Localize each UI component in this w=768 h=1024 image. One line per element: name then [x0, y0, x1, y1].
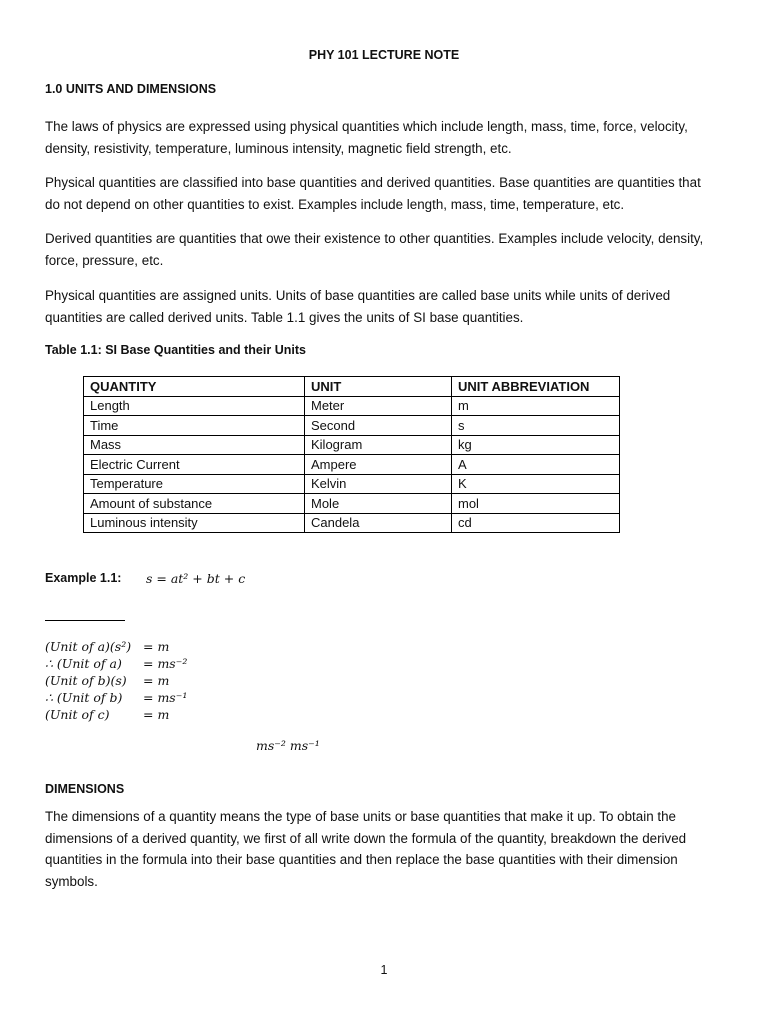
- section-heading-units: 1.0 UNITS AND DIMENSIONS: [45, 82, 217, 96]
- table-row: [84, 474, 620, 494]
- table-cell: mol: [452, 494, 620, 514]
- page-title: PHY 101 LECTURE NOTE: [308, 48, 460, 62]
- table-cell: Length: [84, 396, 305, 416]
- table-cell: cd: [452, 513, 620, 533]
- table-row: [84, 396, 620, 416]
- equation-step: [45, 673, 169, 688]
- table-cell: Electric Current: [84, 455, 305, 475]
- table-cell: m: [452, 396, 620, 416]
- equation-rhs: = m: [143, 673, 170, 688]
- table-cell: Amount of substance: [84, 494, 305, 514]
- equation-rhs: = m: [143, 639, 170, 654]
- equation-lhs: ∴ (Unit of b): [45, 690, 123, 705]
- column-header-quantity: QUANTITY: [84, 377, 305, 397]
- table-header-row: [84, 377, 620, 397]
- table-cell: Mole: [305, 494, 452, 514]
- example-result: ms⁻² ms⁻¹: [256, 738, 320, 753]
- si-units-table: [83, 376, 620, 533]
- table-cell: A: [452, 455, 620, 475]
- equation-lhs: (Unit of b)(s): [45, 673, 127, 688]
- table-cell: Ampere: [305, 455, 452, 475]
- table-cell: s: [452, 416, 620, 436]
- column-header-unit: UNIT: [305, 377, 452, 397]
- table-row: [84, 494, 620, 514]
- equation-rhs: = m: [143, 707, 170, 722]
- equation-lhs: ∴ (Unit of a): [45, 656, 122, 671]
- paragraph-laws: The laws of physics are expressed using physical quantities which include length, mass, time, force, velocity, density, resistivity, temperature, luminous intensity, magnetic field strength, etc.: [45, 119, 688, 156]
- equation-rhs: = ms⁻²: [143, 656, 188, 671]
- page-number: 1: [380, 963, 388, 977]
- table-cell: K: [452, 474, 620, 494]
- equation-lhs: (Unit of c): [45, 707, 110, 722]
- paragraph-derived: Derived quantities are quantities that owe their existence to other quantities. Examples include velocity, density, force, pressure, etc.: [45, 231, 704, 268]
- table-row: [84, 513, 620, 533]
- table-cell: Luminous intensity: [84, 513, 305, 533]
- table-cell: Time: [84, 416, 305, 436]
- example-equation: s = at² + bt + c: [146, 571, 246, 586]
- paragraph-units: Physical quantities are assigned units. Units of base quantities are called base units while units of derived quantities are called derived units. Table 1.1 gives the units of SI base quantities.: [45, 288, 671, 325]
- table-cell: Kelvin: [305, 474, 452, 494]
- table-row: [84, 455, 620, 475]
- section-divider: [45, 620, 125, 621]
- table-cell: Meter: [305, 396, 452, 416]
- table-cell: Mass: [84, 435, 305, 455]
- equation-step: [45, 656, 187, 671]
- table-caption: Table 1.1: SI Base Quantities and their Units: [45, 343, 306, 357]
- table-cell: Temperature: [84, 474, 305, 494]
- equation-lhs: (Unit of a)(s²): [45, 639, 132, 654]
- table-cell: kg: [452, 435, 620, 455]
- example-label: Example 1.1:: [45, 571, 122, 585]
- table-cell: Candela: [305, 513, 452, 533]
- section-heading-dimensions: DIMENSIONS: [45, 782, 125, 796]
- equation-step: [45, 639, 169, 654]
- table-row: [84, 435, 620, 455]
- table-cell: Kilogram: [305, 435, 452, 455]
- table-row: [84, 416, 620, 436]
- equation-step: [45, 707, 169, 722]
- column-header-abbreviation: UNIT ABBREVIATION: [452, 377, 620, 397]
- equation-step: [45, 690, 187, 705]
- equation-rhs: = ms⁻¹: [143, 690, 188, 705]
- paragraph-dimensions: The dimensions of a quantity means the type of base units or base quantities that make it up. To obtain the dimensions of a derived quantity, we first of all write down the formula of the quantity, breakdown the derived quantities in the formula into their base quantities and then replace the base quantities with their dimension symbols.: [45, 809, 687, 889]
- paragraph-classification: Physical quantities are classified into base quantities and derived quantities. Base quantities are quantities that do not depend on other quantities to exist. Examples include length, mass, time, temperature, etc.: [45, 175, 701, 212]
- table-cell: Second: [305, 416, 452, 436]
